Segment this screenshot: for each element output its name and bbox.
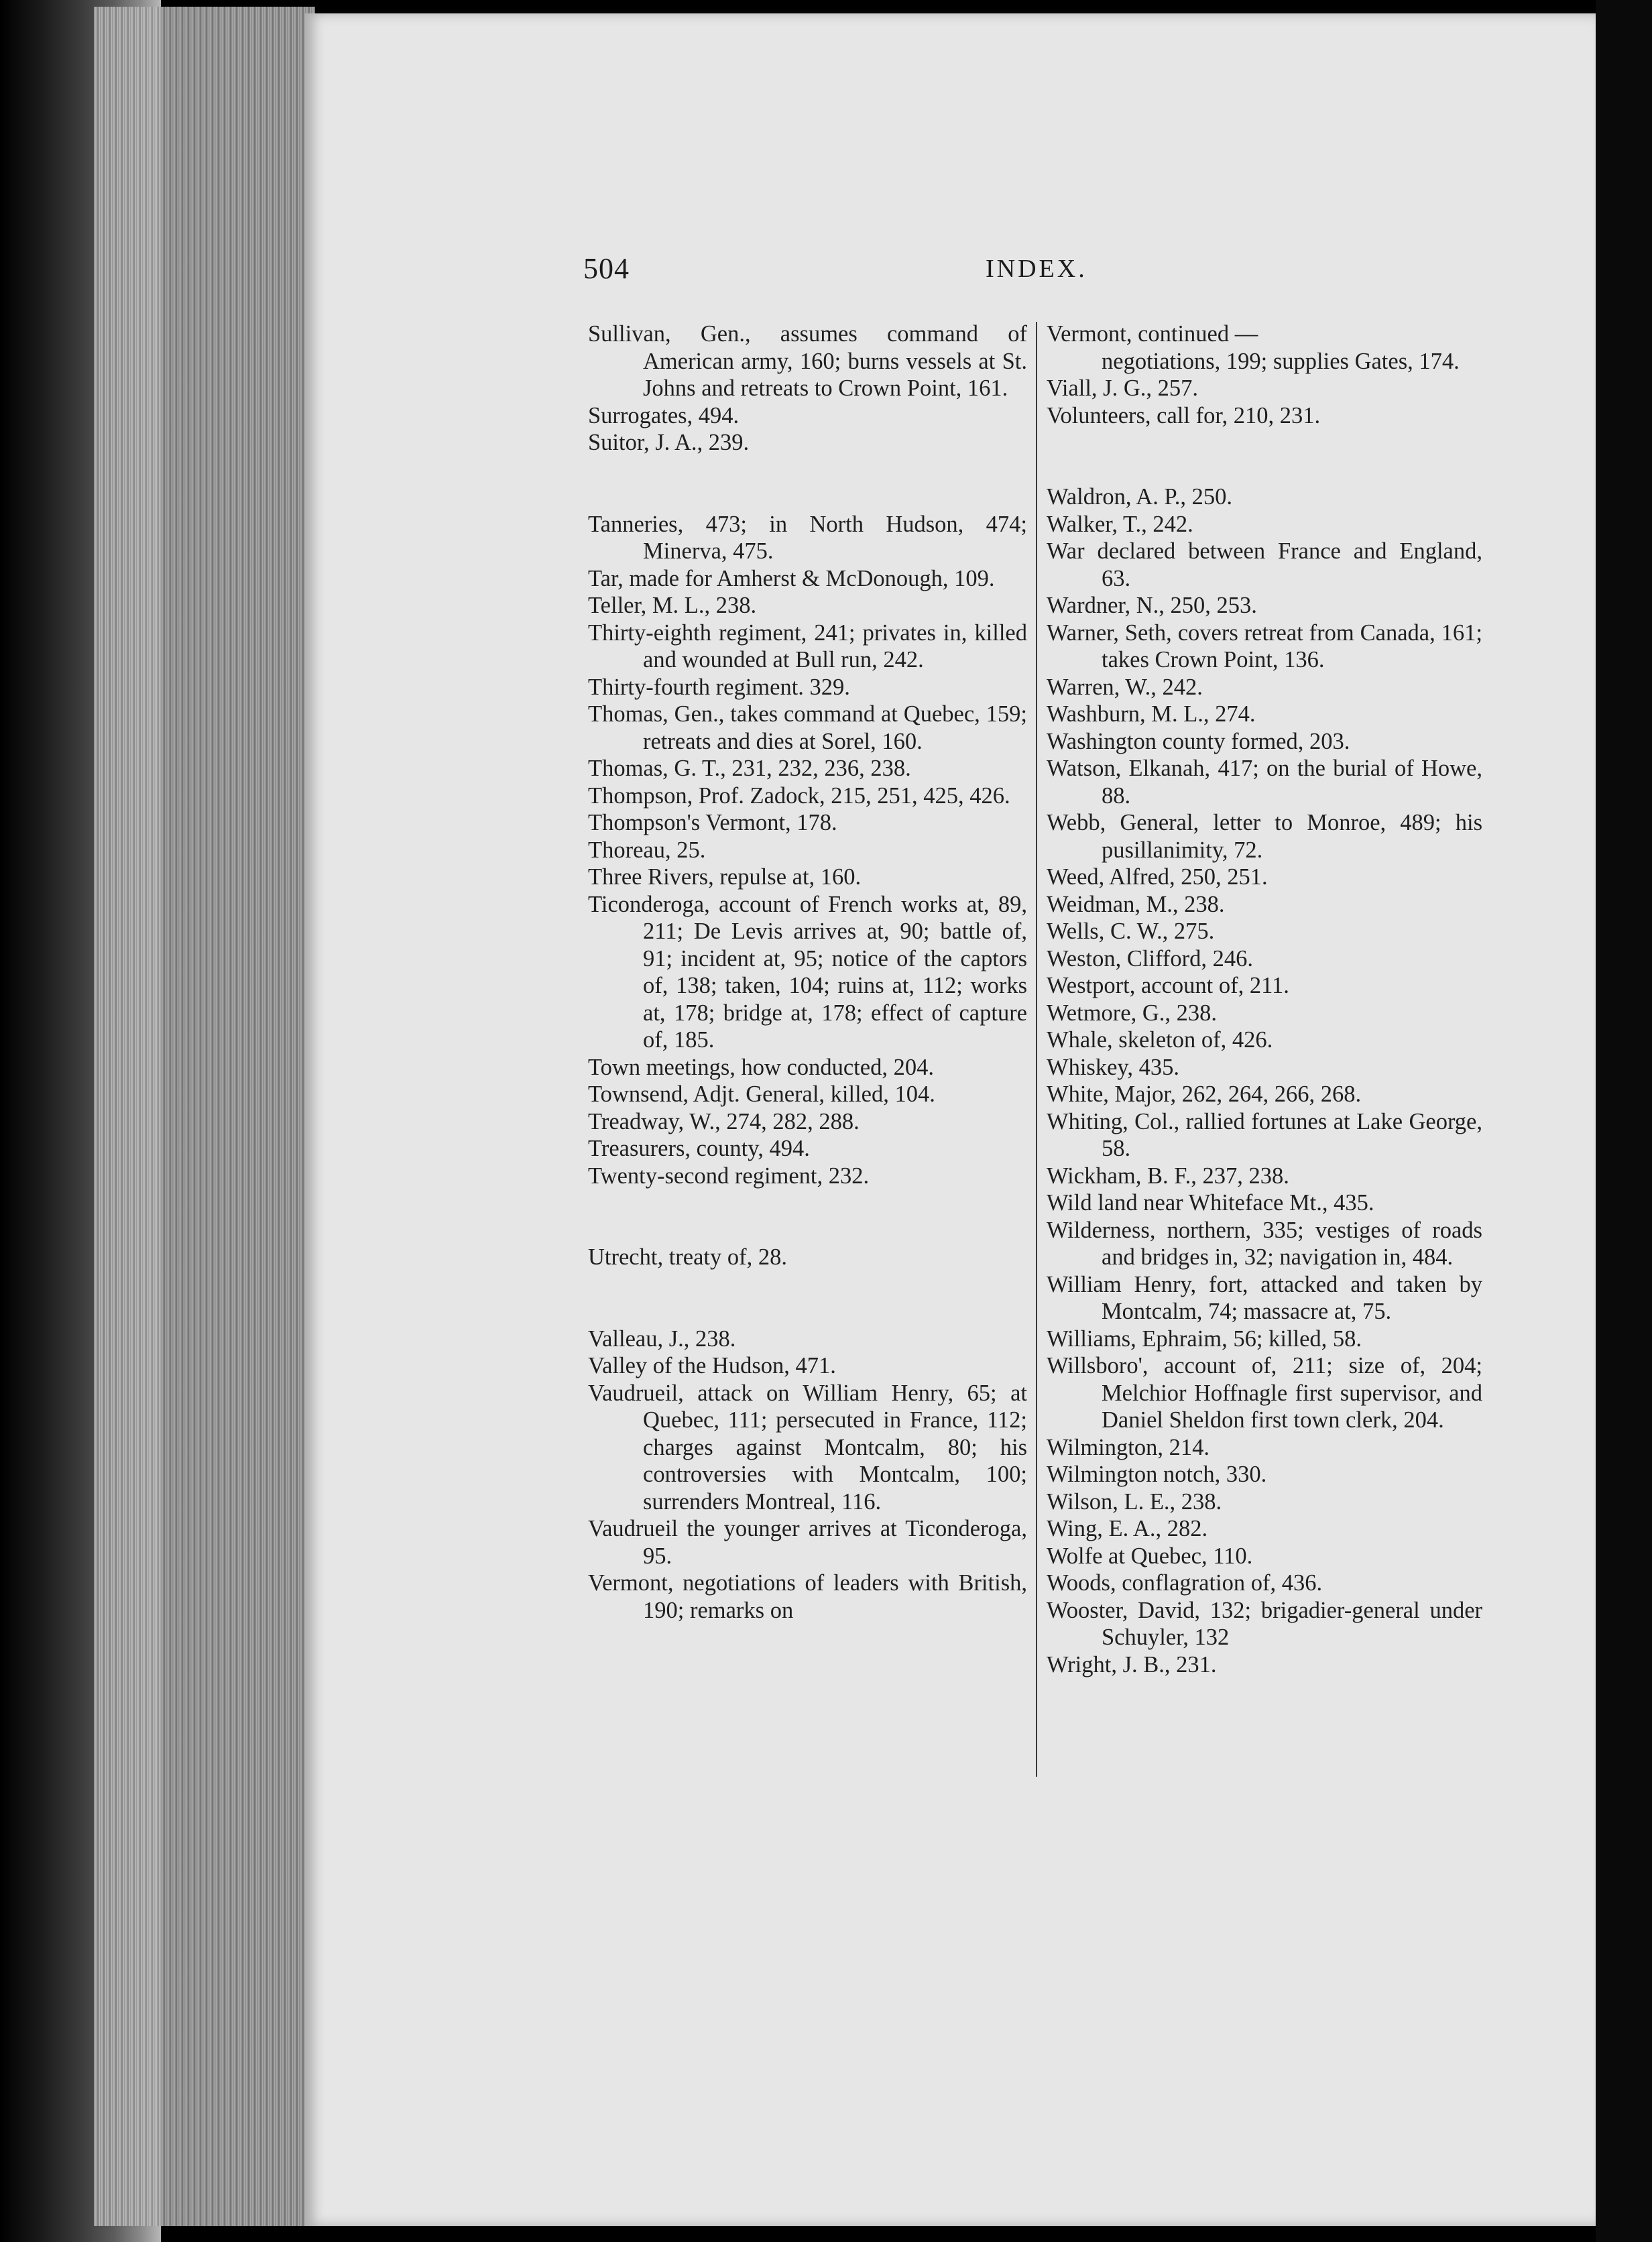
index-entry: Wilmington notch, 330. <box>1047 1462 1267 1487</box>
index-entry: Wooster, David, 132; brigadier-general under Schuyler, 132 <box>1047 1597 1482 1650</box>
index-entry: Washington county formed, 203. <box>1047 728 1350 754</box>
page-number: 504 <box>583 252 630 285</box>
index-entry: Sullivan, Gen., assumes command of American army, 160; burns vessels at St. Johns and retreats to Crown Point, 161. <box>588 321 1027 401</box>
section-gap <box>1047 429 1482 483</box>
index-entry: Vaudrueil the younger arrives at Ticonderoga, 95. <box>588 1516 1027 1569</box>
index-subentry: negotiations, 199; supplies Gates, 174. <box>1102 348 1460 374</box>
index-entry: Tanneries, 473; in North Hudson, 474; Minerva, 475. <box>588 511 1027 564</box>
index-entry: Townsend, Adjt. General, killed, 104. <box>588 1081 935 1107</box>
index-entry: Utrecht, treaty of, 28. <box>588 1244 787 1270</box>
index-entry: Vermont, negotiations of leaders with British, 190; remarks on <box>588 1570 1027 1623</box>
index-entry: Thoreau, 25. <box>588 837 706 863</box>
index-entry: Watson, Elkanah, 417; on the burial of Howe, 88. <box>1047 756 1482 809</box>
index-entry: Valleau, J., 238. <box>588 1325 736 1352</box>
index-entry: Whiskey, 435. <box>1047 1054 1180 1080</box>
right-background <box>1596 0 1652 2242</box>
index-entry: Tar, made for Amherst & McDonough, 109. <box>588 565 995 591</box>
index-entry: Waldron, A. P., 250. <box>1047 484 1233 510</box>
index-entry: Thirty-fourth regiment. 329. <box>588 674 850 700</box>
section-gap <box>588 1189 1027 1244</box>
index-entry: Wickham, B. F., 237, 238. <box>1047 1163 1289 1189</box>
index-entry: Treasurers, county, 494. <box>588 1136 810 1161</box>
running-head: INDEX. <box>986 255 1087 283</box>
column-divider <box>1036 322 1037 1777</box>
index-entry: Thompson, Prof. Zadock, 215, 251, 425, 426. <box>588 782 1010 809</box>
index-entry: Willsboro', account of, 211; size of, 204; Melchior Hoffnagle first supervisor, and Daniel Sheldon first town clerk, 204. <box>1047 1353 1482 1433</box>
index-entry: Wilson, L. E., 238. <box>1047 1488 1222 1515</box>
index-entry: Thompson's Vermont, 178. <box>588 810 837 835</box>
index-entry: Teller, M. L., 238. <box>588 593 757 618</box>
index-entry: Wild land near Whiteface Mt., 435. <box>1047 1190 1374 1216</box>
index-entry: Wright, J. B., 231. <box>1047 1651 1217 1677</box>
index-entry: Wing, E. A., 282. <box>1047 1516 1208 1541</box>
index-entry: Webb, General, letter to Monroe, 489; his pusillanimity, 72. <box>1047 810 1482 863</box>
index-column-left <box>588 320 1027 1624</box>
index-entry: Treadway, W., 274, 282, 288. <box>588 1108 860 1134</box>
index-entry: Surrogates, 494. <box>588 402 740 428</box>
index-entry: Thomas, Gen., takes command at Quebec, 159; retreats and dies at Sorel, 160. <box>588 701 1027 754</box>
index-entry: Three Rivers, repulse at, 160. <box>588 864 862 890</box>
index-entry: Warner, Seth, covers retreat from Canada, 161; takes Crown Point, 136. <box>1047 620 1482 672</box>
index-entry: Wetmore, G., 238. <box>1047 1000 1217 1026</box>
index-entry: Twenty-second regiment, 232. <box>588 1163 870 1189</box>
index-entry: Williams, Ephraim, 56; killed, 58. <box>1047 1325 1362 1352</box>
index-entry: Thomas, G. T., 231, 232, 236, 238. <box>588 756 911 781</box>
index-entry: Weston, Clifford, 246. <box>1047 945 1254 971</box>
index-entry: Whiting, Col., rallied fortunes at Lake George, 58. <box>1047 1108 1482 1161</box>
index-entry: Woods, conflagration of, 436. <box>1047 1570 1323 1596</box>
index-entry: Suitor, J. A., 239. <box>588 430 750 455</box>
index-entry: Wilderness, northern, 335; vestiges of roads and bridges in, 32; navigation in, 484. <box>1047 1217 1482 1270</box>
page-stack-edges <box>94 7 315 2226</box>
index-entry: Washburn, M. L., 274. <box>1047 701 1256 727</box>
page-header <box>583 251 1629 292</box>
index-entry: Town meetings, how conducted, 204. <box>588 1054 934 1080</box>
index-entry: White, Major, 262, 264, 266, 268. <box>1047 1081 1362 1107</box>
index-entry: Wilmington, 214. <box>1047 1434 1210 1460</box>
index-entry: Vaudrueil, attack on William Henry, 65; at Quebec, 111; persecuted in France, 112; charges against Montcalm, 80; his controversies with Montcalm, 100; surrenders Montreal, 116. <box>588 1380 1027 1515</box>
section-gap <box>588 1271 1027 1325</box>
index-entry: Viall, J. G., 257. <box>1047 375 1199 401</box>
section-gap <box>588 457 1027 511</box>
index-entry: Warren, W., 242. <box>1047 674 1203 700</box>
index-entry: Weidman, M., 238. <box>1047 891 1225 917</box>
index-entry: Whale, skeleton of, 426. <box>1047 1027 1273 1053</box>
index-entry: William Henry, fort, attacked and taken by Montcalm, 74; massacre at, 75. <box>1047 1271 1482 1324</box>
index-entry: Wardner, N., 250, 253. <box>1047 593 1257 618</box>
index-entry: Vermont, continued — <box>1047 321 1258 347</box>
index-entry: Ticonderoga, account of French works at, 89, 211; De Levis arrives at, 90; battle of, 91; incident at, 95; notice of the captors of, 138; taken, 104; ruins at, 112; works at, 178; bridge at, 178; effect of capture of, 185. <box>588 891 1027 1053</box>
index-entry: Volunteers, call for, 210, 231. <box>1047 402 1321 428</box>
index-entry: Wells, C. W., 275. <box>1047 919 1215 944</box>
index-entry: Wolfe at Quebec, 110. <box>1047 1543 1253 1569</box>
index-entry: Thirty-eighth regiment, 241; privates in, killed and wounded at Bull run, 242. <box>588 620 1027 672</box>
index-entry: Walker, T., 242. <box>1047 511 1193 537</box>
index-entry: Valley of the Hudson, 471. <box>588 1353 836 1378</box>
index-entry: Weed, Alfred, 250, 251. <box>1047 864 1268 890</box>
index-column-right <box>1047 320 1482 1678</box>
index-entry: Westport, account of, 211. <box>1047 973 1289 998</box>
index-entry: War declared between France and England, 63. <box>1047 538 1482 591</box>
